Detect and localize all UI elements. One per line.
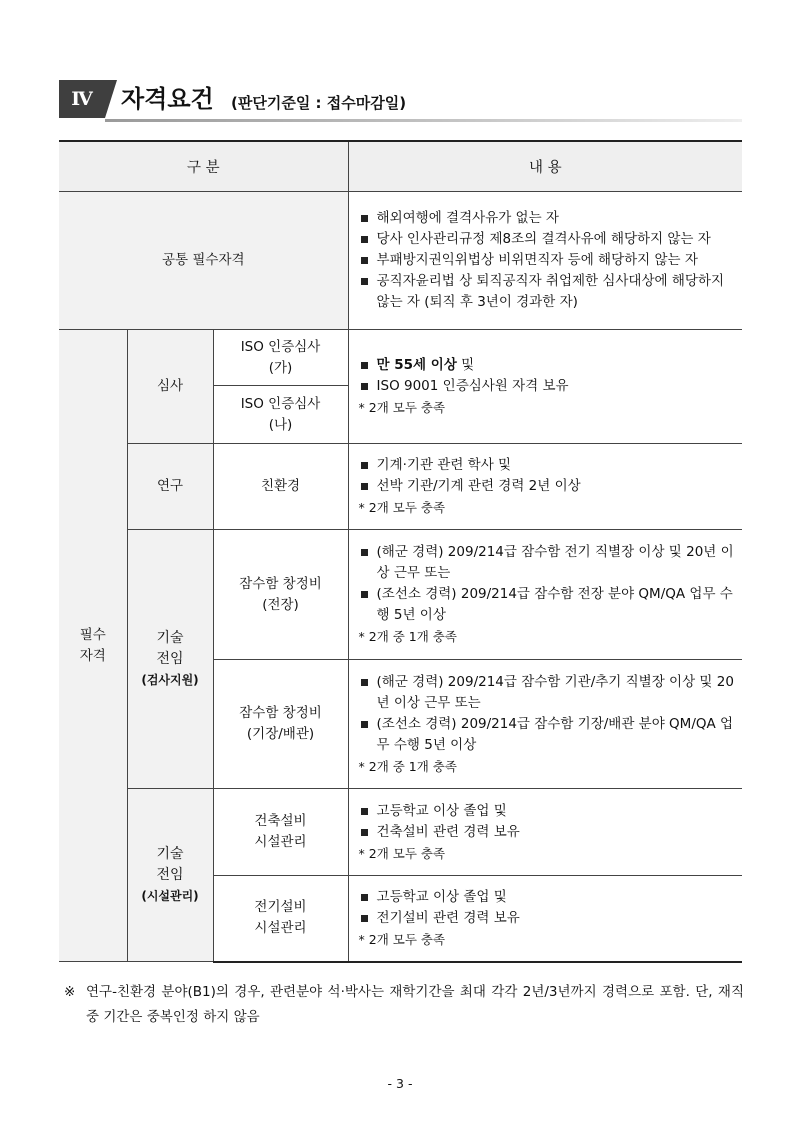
sub-electric-label: 잠수함 창정비 (전장) bbox=[213, 530, 348, 660]
list-item: 건축설비 관련 경력 보유 bbox=[359, 822, 735, 843]
sub-electric-content bbox=[348, 530, 742, 660]
header-category: 구 분 bbox=[59, 141, 348, 192]
reference-mark: ※ bbox=[64, 984, 76, 1000]
tech-facility-main: 기술 전임 bbox=[156, 845, 184, 883]
research-content bbox=[348, 444, 742, 530]
audit-age-requirement: 만 55세 이상 bbox=[376, 357, 457, 373]
audit-group-label: 심사 bbox=[127, 330, 213, 444]
list-item: 공직자윤리법 상 퇴직공직자 취업제한 심사대상에 해당하지 않는 자 (퇴직 후 3년이 경과한 자) bbox=[359, 271, 735, 313]
heading-underline bbox=[105, 119, 742, 122]
list-item: 선박 기관/기계 관련 경력 2년 이상 bbox=[359, 476, 735, 497]
common-content bbox=[348, 192, 742, 330]
table-row-facility-building bbox=[59, 789, 742, 876]
sub-machinery-label: 잠수함 창정비 (기장/배관) bbox=[213, 660, 348, 789]
list-item: 해외여행에 결격사유가 없는 자 bbox=[359, 208, 735, 229]
header-content: 내 용 bbox=[348, 141, 742, 192]
research-group-label: 연구 bbox=[127, 444, 213, 530]
audit-sub-b: ISO 인증심사 (나) bbox=[213, 386, 348, 444]
table-row-audit-a bbox=[59, 330, 742, 386]
sub-machinery-content bbox=[348, 660, 742, 789]
list-item: (조선소 경력) 209/214급 잠수함 기장/배관 분야 QM/QA 업무 수행 5년 이상 bbox=[359, 714, 735, 756]
table-row-sub-electric bbox=[59, 530, 742, 660]
table-header-row bbox=[59, 141, 742, 192]
tech-facility-group-label bbox=[127, 789, 213, 962]
page-number: - 3 - bbox=[387, 1076, 413, 1091]
condition-note: * 2개 모두 충족 bbox=[358, 845, 446, 861]
facility-electric-label: 전기설비 시설관리 bbox=[213, 876, 348, 962]
section-heading bbox=[59, 78, 742, 124]
tech-facility-sub: (시설관리) bbox=[141, 888, 199, 903]
tech-inspection-sub: (검사지원) bbox=[141, 672, 199, 687]
facility-electric-content bbox=[348, 876, 742, 962]
section-title: 자격요건 bbox=[121, 85, 214, 113]
audit-item1-rest: 및 bbox=[456, 357, 475, 373]
audit-content bbox=[348, 330, 742, 444]
list-item: 고등학교 이상 졸업 및 bbox=[359, 887, 735, 908]
table-row-research bbox=[59, 444, 742, 530]
audit-sub-a: ISO 인증심사 (가) bbox=[213, 330, 348, 386]
list-item: ISO 9001 인증심사원 자격 보유 bbox=[359, 376, 735, 397]
required-label-text: 필수 자격 bbox=[79, 626, 106, 664]
common-label: 공통 필수자격 bbox=[59, 192, 348, 330]
list-item: (해군 경력) 209/214급 잠수함 전기 직별장 이상 및 20년 이상 근무 또는 bbox=[359, 542, 735, 584]
section-number-badge: Ⅳ bbox=[59, 80, 105, 118]
tech-inspection-main: 기술 전임 bbox=[156, 629, 184, 667]
footnote-text: 연구-친환경 분야(B1)의 경우, 관련분야 석·박사는 재학기간을 최대 각각 2년/3년까지 경력으로 포함. 단, 재직 중 기간은 중복인정 하지 않음 bbox=[86, 984, 744, 1025]
facility-building-content bbox=[348, 789, 742, 876]
section-subtitle: (판단기준일 : 접수마감일) bbox=[231, 94, 407, 112]
condition-note: * 2개 모두 충족 bbox=[358, 400, 446, 415]
required-label bbox=[59, 330, 127, 962]
list-item: (조선소 경력) 209/214급 잠수함 전장 분야 QM/QA 업무 수행 5년 이상 bbox=[359, 584, 735, 626]
table-row-common bbox=[59, 192, 742, 330]
research-sub-label: 친환경 bbox=[213, 444, 348, 530]
requirements-table bbox=[59, 140, 742, 963]
list-item: 당사 인사관리규정 제8조의 결격사유에 해당하지 않는 자 bbox=[359, 229, 735, 250]
condition-note: * 2개 중 1개 충족 bbox=[358, 758, 457, 774]
list-item: 고등학교 이상 졸업 및 bbox=[359, 801, 735, 822]
condition-note: * 2개 중 1개 충족 bbox=[358, 629, 457, 644]
list-item: 기계·기관 관련 학사 및 bbox=[359, 455, 735, 476]
condition-note: * 2개 모두 충족 bbox=[358, 500, 446, 515]
list-item: 부패방지권익위법상 비위면직자 등에 해당하지 않는 자 bbox=[359, 250, 735, 271]
condition-note: * 2개 모두 충족 bbox=[358, 931, 446, 947]
footnote bbox=[64, 980, 744, 1030]
list-item bbox=[359, 355, 735, 376]
list-item: 전기설비 관련 경력 보유 bbox=[359, 908, 735, 929]
tech-inspection-group-label bbox=[127, 530, 213, 789]
section-badge-notch bbox=[105, 80, 117, 118]
facility-building-label: 건축설비 시설관리 bbox=[213, 789, 348, 876]
list-item: (해군 경력) 209/214급 잠수함 기관/추기 직별장 이상 및 20년 이상 근무 또는 bbox=[359, 672, 735, 714]
